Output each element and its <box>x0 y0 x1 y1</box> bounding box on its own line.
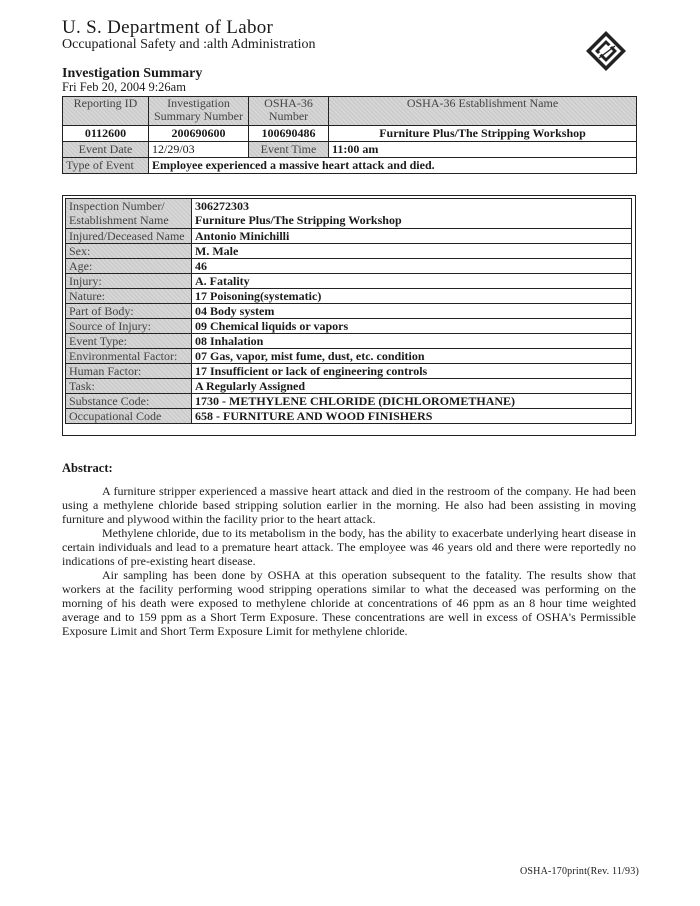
osha36-header: OSHA-36 Number <box>249 97 329 126</box>
detail-value: 07 Gas, vapor, mist fume, dust, etc. condition <box>192 349 632 364</box>
detail-value: M. Male <box>192 244 632 259</box>
detail-row <box>66 244 632 259</box>
detail-label: Sex: <box>66 244 192 259</box>
detail-value: 658 - FURNITURE AND WOOD FINISHERS <box>192 409 632 424</box>
abstract-paragraph: Methylene chloride, due to its metabolism in the body, has the ability to exacerbate underlying heart disease in certain individuals and lead to a premature heart attack. The employee was 46 years old and there were reportedly no indications of pre-existing heart disease. <box>62 526 636 568</box>
agency-subtitle: Occupational Safety and :alth Administration <box>62 37 316 52</box>
abstract-paragraph: Air sampling has been done by OSHA at this operation subsequent to the fatality. The results show that workers at the facility performing wood stripping operations similar to what the deceased was performing on the morning of his death were exposed to methylene chloride at concentrations of 46 ppm as an 8 hour time weighted average and to 159 ppm as a Short Term Exposure. These concentrations are well in excess of OSHA's Permissible Exposure Limit and Short Term Exposure Limit for methylene chloride. <box>62 568 636 638</box>
agency-title: U. S. Department of Labor <box>62 17 274 38</box>
detail-label: Occupational Code <box>66 409 192 424</box>
detail-value: 17 Insufficient or lack of engineering controls <box>192 364 632 379</box>
abstract-heading: Abstract: <box>62 461 113 475</box>
event-time-header: Event Time <box>249 142 329 158</box>
detail-row <box>66 229 632 244</box>
est-name-value: Furniture Plus/The Stripping Workshop <box>329 126 637 142</box>
est-name-header: OSHA-36 Establishment Name <box>329 97 637 126</box>
summary-date: Fri Feb 20, 2004 9:26am <box>62 80 186 94</box>
details-table <box>65 198 632 424</box>
detail-value: A. Fatality <box>192 274 632 289</box>
inspection-value <box>192 199 632 229</box>
inspection-number: 306272303 <box>195 199 249 213</box>
inv-number-header: Investigation Summary Number <box>149 97 249 126</box>
detail-label: Injured/Deceased Name <box>66 229 192 244</box>
detail-label: Event Type: <box>66 334 192 349</box>
event-time-value: 11:00 am <box>329 142 637 158</box>
detail-label: Source of Injury: <box>66 319 192 334</box>
detail-value: 1730 - METHYLENE CHLORIDE (DICHLOROMETHANE) <box>192 394 632 409</box>
event-type-value: Employee experienced a massive heart attack and died. <box>149 158 637 174</box>
detail-row <box>66 304 632 319</box>
detail-row <box>66 394 632 409</box>
detail-row <box>66 379 632 394</box>
inspection-label: Inspection Number/ Establishment Name <box>66 199 192 229</box>
detail-value: Antonio Minichilli <box>192 229 632 244</box>
reporting-id-header: Reporting ID <box>63 97 149 126</box>
detail-row <box>66 274 632 289</box>
detail-value: 17 Poisoning(systematic) <box>192 289 632 304</box>
detail-row <box>66 409 632 424</box>
detail-label: Human Factor: <box>66 364 192 379</box>
detail-label: Nature: <box>66 289 192 304</box>
detail-row <box>66 289 632 304</box>
detail-label: Injury: <box>66 274 192 289</box>
form-id: OSHA-170print(Rev. 11/93) <box>520 866 639 877</box>
detail-label: Task: <box>66 379 192 394</box>
detail-row <box>66 364 632 379</box>
detail-row <box>66 259 632 274</box>
detail-value: 08 Inhalation <box>192 334 632 349</box>
abstract-paragraph: A furniture stripper experienced a massive heart attack and died in the restroom of the company. He had been using a methylene chloride based stripping solution earlier in the morning. He also had been assisting in moving furniture and plywood within the facility prior to the heart attack. <box>62 484 636 526</box>
event-date-header: Event Date <box>63 142 149 158</box>
event-type-header: Type of Event <box>63 158 149 174</box>
detail-label: Age: <box>66 259 192 274</box>
summary-title: Investigation Summary <box>62 66 203 81</box>
detail-label: Substance Code: <box>66 394 192 409</box>
detail-value: A Regularly Assigned <box>192 379 632 394</box>
detail-row <box>66 349 632 364</box>
detail-value: 04 Body system <box>192 304 632 319</box>
detail-row <box>66 334 632 349</box>
details-box <box>62 195 636 436</box>
summary-table <box>62 96 637 174</box>
osha36-value: 100690486 <box>249 126 329 142</box>
reporting-id-value: 0112600 <box>63 126 149 142</box>
detail-row <box>66 319 632 334</box>
detail-value: 09 Chemical liquids or vapors <box>192 319 632 334</box>
detail-value: 46 <box>192 259 632 274</box>
detail-label: Part of Body: <box>66 304 192 319</box>
establishment-name: Furniture Plus/The Stripping Workshop <box>195 213 402 227</box>
abstract-body <box>62 484 636 638</box>
inv-number-value: 200690600 <box>149 126 249 142</box>
event-date-value: 12/29/03 <box>149 142 249 158</box>
detail-label: Environmental Factor: <box>66 349 192 364</box>
osha-diamond-logo-icon <box>585 30 627 72</box>
